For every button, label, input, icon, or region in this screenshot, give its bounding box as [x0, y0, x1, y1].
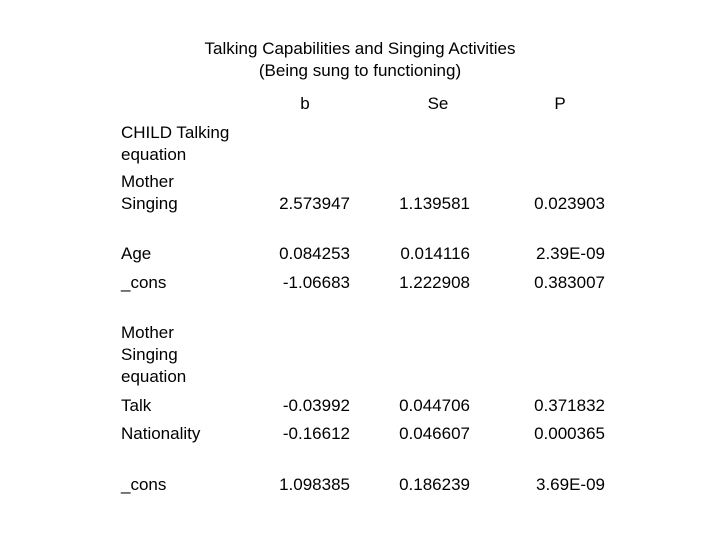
- table-title: Talking Capabilities and Singing Activities: [204, 39, 516, 58]
- row-name: Talk: [121, 396, 152, 415]
- row-b-value: 1.098385: [279, 475, 350, 494]
- row-b-value: 2.573947: [279, 194, 350, 213]
- section-label-mother-singing: Mother Singing equation: [121, 323, 187, 386]
- row-p-value: 0.371832: [534, 396, 605, 415]
- column-header-b: b: [300, 94, 310, 113]
- row-se-value: 0.046607: [399, 424, 470, 443]
- row-se-value: 0.044706: [399, 396, 470, 415]
- row-name: _cons: [121, 273, 167, 292]
- row-p-value: 3.69E-09: [536, 475, 605, 494]
- row-name: Nationality: [121, 424, 201, 443]
- column-header-se: Se: [427, 94, 449, 113]
- row-name: Age: [121, 244, 152, 263]
- row-name: Mother Singing: [121, 172, 178, 213]
- row-b-value: -0.03992: [282, 396, 350, 415]
- row-se-value: 1.222908: [399, 273, 470, 292]
- row-se-value: 1.139581: [399, 194, 470, 213]
- row-se-value: 0.186239: [399, 475, 470, 494]
- row-se-value: 0.014116: [400, 244, 470, 263]
- column-header-p: P: [554, 94, 566, 113]
- row-p-value: 0.023903: [534, 194, 605, 213]
- table-subtitle: (Being sung to functioning): [258, 61, 462, 80]
- row-b-value: -1.06683: [282, 273, 350, 292]
- row-p-value: 2.39E-09: [536, 244, 605, 263]
- row-b-value: 0.084253: [279, 244, 350, 263]
- row-p-value: 0.383007: [534, 273, 605, 292]
- row-b-value: -0.16612: [282, 424, 350, 443]
- section-label-child-talking: CHILD Talking equation: [121, 123, 230, 164]
- row-p-value: 0.000365: [534, 424, 605, 443]
- row-name: _cons: [121, 475, 167, 494]
